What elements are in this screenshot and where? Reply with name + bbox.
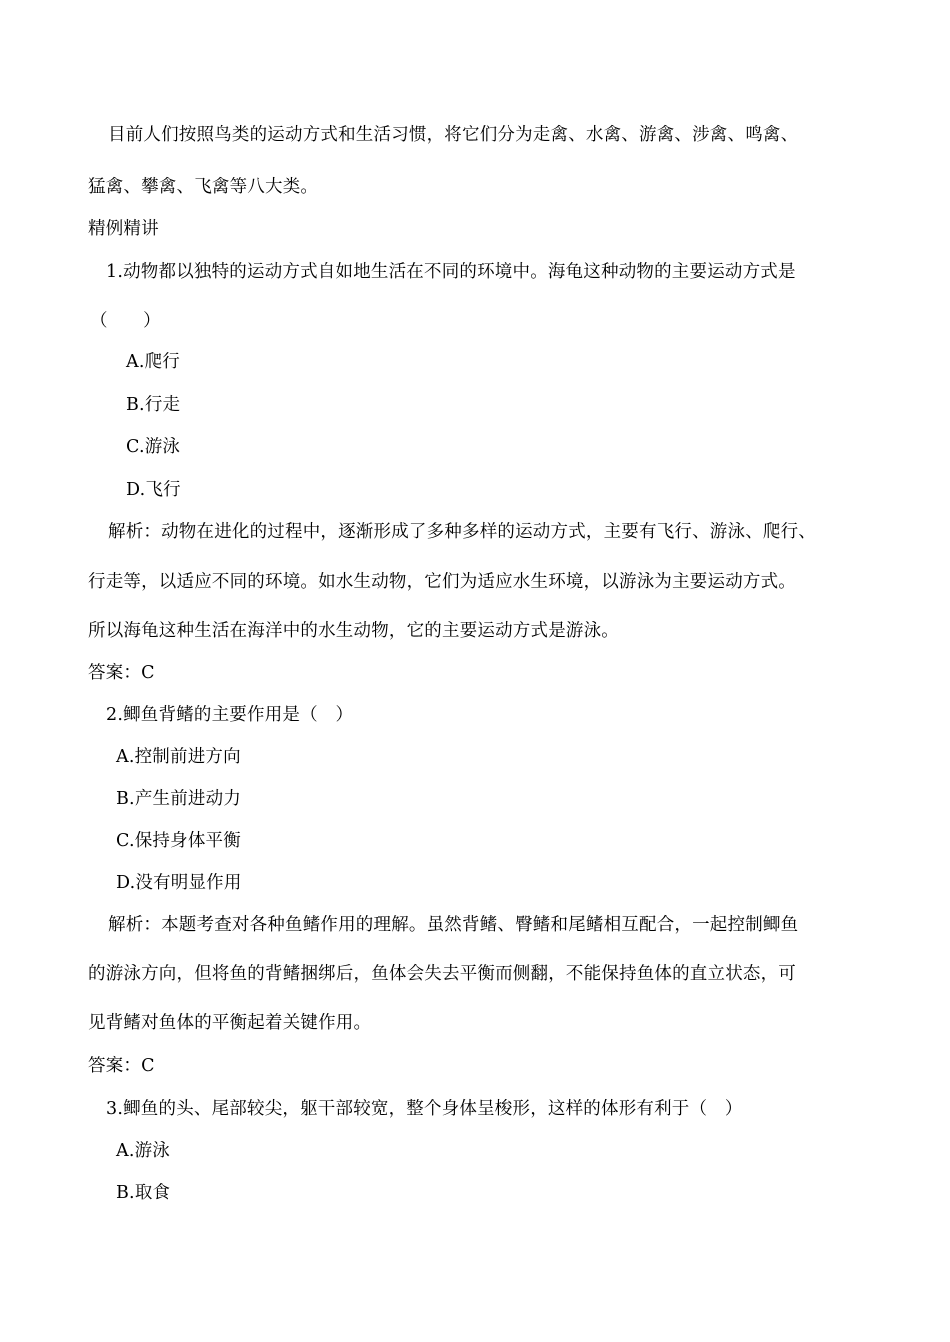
- q2-analysis-line-2: 的游泳方向，但将鱼的背鳍捆绑后，鱼体会失去平衡而侧翻，不能保持鱼体的直立状态，可: [88, 964, 796, 984]
- q1-answer: 答案：C: [88, 663, 155, 683]
- intro-line-2: 猛禽、攀禽、飞禽等八大类。: [88, 177, 319, 197]
- q3-stem: 3.鲫鱼的头、尾部较尖，躯干部较宽，整个身体呈梭形，这样的体形有利于（ ）: [106, 1099, 743, 1119]
- q1-option-a: A.爬行: [126, 352, 181, 372]
- q2-analysis-line-3: 见背鳍对鱼体的平衡起着关键作用。: [88, 1013, 372, 1033]
- q2-option-d: D.没有明显作用: [116, 873, 242, 893]
- q2-option-c: C.保持身体平衡: [116, 831, 241, 851]
- q3-option-a: A.游泳: [116, 1141, 171, 1161]
- q1-analysis-line-1: 解析：动物在进化的过程中，逐渐形成了多种多样的运动方式，主要有飞行、游泳、爬行、: [108, 522, 816, 542]
- q2-option-a: A.控制前进方向: [116, 747, 241, 767]
- intro-line-1: 目前人们按照鸟类的运动方式和生活习惯，将它们分为走禽、水禽、游禽、涉禽、鸣禽、: [108, 125, 799, 145]
- section-title: 精例精讲: [88, 219, 159, 239]
- q1-analysis-line-2: 行走等，以适应不同的环境。如水生动物，它们为适应水生环境，以游泳为主要运动方式。: [88, 572, 796, 592]
- q2-stem: 2.鲫鱼背鳍的主要作用是（ ）: [106, 705, 354, 725]
- q2-analysis-line-1: 解析：本题考查对各种鱼鳍作用的理解。虽然背鳍、臀鳍和尾鳍相互配合，一起控制鲫鱼: [108, 915, 799, 935]
- q1-analysis-line-3: 所以海龟这种生活在海洋中的水生动物，它的主要运动方式是游泳。: [88, 621, 619, 641]
- q2-option-b: B.产生前进动力: [116, 789, 242, 809]
- q1-stem-line-1: 1.动物都以独特的运动方式自如地生活在不同的环境中。海龟这种动物的主要运动方式是: [106, 262, 796, 282]
- q1-option-d: D.飞行: [126, 480, 181, 500]
- q1-option-b: B.行走: [126, 395, 181, 415]
- q2-answer: 答案：C: [88, 1056, 155, 1076]
- q1-stem-line-2: （ ）: [90, 311, 161, 331]
- q1-option-c: C.游泳: [126, 437, 181, 457]
- q3-option-b: B.取食: [116, 1183, 171, 1203]
